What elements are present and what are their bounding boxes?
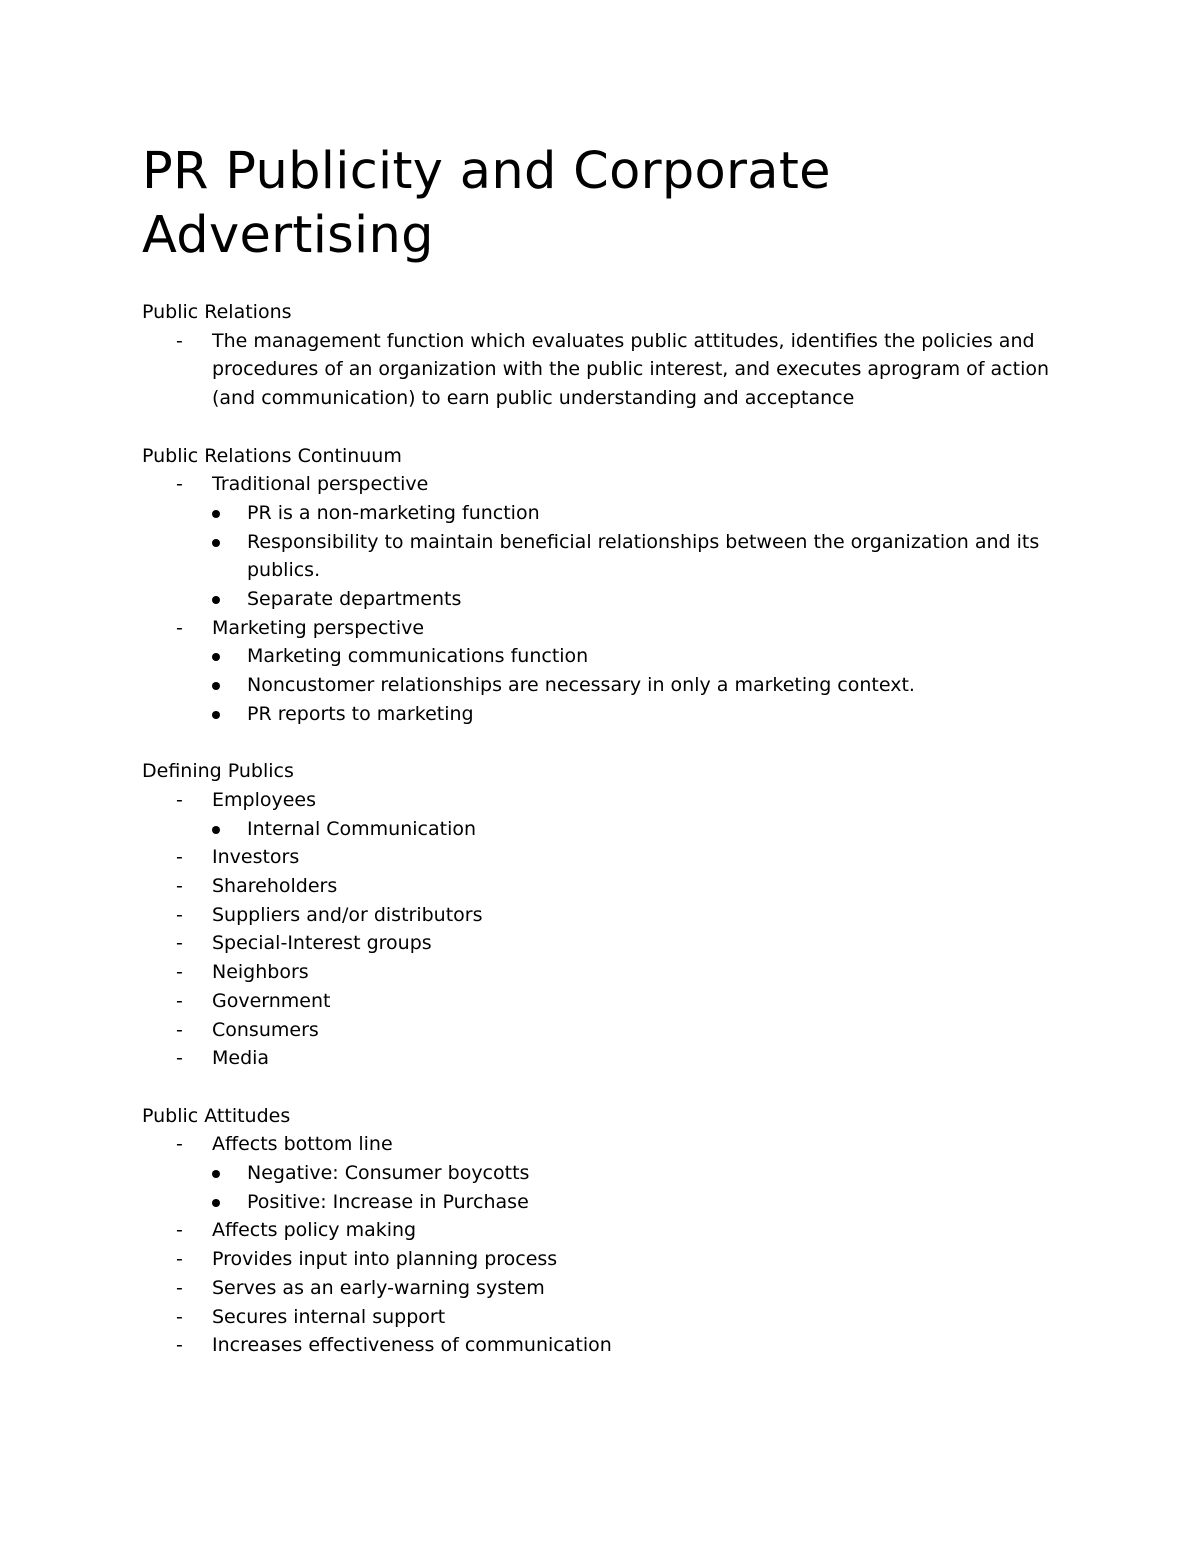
list-item-text: Affects policy making bbox=[212, 1219, 417, 1242]
bullet-list bbox=[212, 1159, 1072, 1216]
list-item-text: Suppliers and/or distributors bbox=[212, 903, 483, 926]
bullet-item bbox=[212, 671, 1072, 700]
list-item bbox=[142, 958, 1072, 987]
bullet-marker bbox=[212, 711, 220, 719]
bullet-marker bbox=[212, 539, 220, 547]
bullet-item bbox=[212, 499, 1072, 528]
bullet-item-text: PR is a non-marketing function bbox=[247, 501, 540, 524]
list-item bbox=[142, 901, 1072, 930]
list-item bbox=[142, 929, 1072, 958]
dash-marker: - bbox=[176, 961, 183, 984]
list-item bbox=[142, 1216, 1072, 1245]
list-item bbox=[142, 1303, 1072, 1332]
dash-marker: - bbox=[176, 846, 183, 869]
section-defining-publics bbox=[142, 757, 1072, 1073]
dash-marker: - bbox=[176, 1133, 183, 1156]
dash-marker: - bbox=[176, 1219, 183, 1242]
dash-marker: - bbox=[176, 1047, 183, 1070]
bullet-item-text: Negative: Consumer boycotts bbox=[247, 1162, 530, 1185]
dash-marker: - bbox=[176, 1334, 183, 1357]
bullet-item bbox=[212, 642, 1072, 671]
bullet-item bbox=[212, 1188, 1072, 1217]
section-public-relations bbox=[142, 298, 1072, 413]
list-item bbox=[142, 1331, 1072, 1360]
bullet-item-text: Internal Communication bbox=[247, 817, 477, 840]
bullet-item bbox=[212, 1159, 1072, 1188]
bullet-marker bbox=[212, 596, 220, 604]
dash-marker: - bbox=[176, 932, 183, 955]
list-item-text: Neighbors bbox=[212, 961, 309, 984]
section-continuum bbox=[142, 442, 1072, 729]
dash-marker: - bbox=[176, 1276, 183, 1299]
bullet-marker bbox=[212, 653, 220, 661]
bullet-item-text: PR reports to marketing bbox=[247, 702, 474, 725]
list-item bbox=[142, 987, 1072, 1016]
dash-list bbox=[142, 470, 1072, 728]
list-item-text: Secures internal support bbox=[212, 1305, 446, 1328]
list-item-text: Consumers bbox=[212, 1018, 319, 1041]
bullet-marker bbox=[212, 682, 220, 690]
dash-marker: - bbox=[176, 473, 183, 496]
dash-marker: - bbox=[176, 788, 183, 811]
document-body bbox=[142, 298, 1072, 1360]
bullet-item-text: Separate departments bbox=[247, 588, 462, 611]
list-item bbox=[142, 614, 1072, 729]
list-item bbox=[142, 1016, 1072, 1045]
dash-marker: - bbox=[176, 989, 183, 1012]
list-item-text: Shareholders bbox=[212, 875, 338, 898]
list-item bbox=[142, 327, 1072, 413]
dash-marker: - bbox=[176, 616, 183, 639]
document-title: PR Publicity and Corporate Advertising bbox=[142, 142, 831, 265]
list-item-text: Employees bbox=[212, 788, 316, 811]
list-item bbox=[142, 1245, 1072, 1274]
section-heading: Public Attitudes bbox=[142, 1104, 291, 1127]
dash-marker: - bbox=[176, 1305, 183, 1328]
list-item bbox=[142, 470, 1072, 614]
list-item-text: Traditional perspective bbox=[212, 473, 429, 496]
list-item-text: Marketing perspective bbox=[212, 616, 425, 639]
bullet-item-text: Positive: Increase in Purchase bbox=[247, 1190, 529, 1213]
list-item bbox=[142, 1130, 1072, 1216]
section-heading: Public Relations bbox=[142, 301, 292, 323]
bullet-item-text: Marketing communications function bbox=[247, 645, 589, 668]
list-item-text: Special-Interest groups bbox=[212, 932, 432, 955]
section-heading: Defining Publics bbox=[142, 760, 294, 783]
list-item bbox=[142, 1044, 1072, 1073]
list-item-text: Serves as an early-warning system bbox=[212, 1276, 545, 1299]
bullet-list bbox=[212, 642, 1072, 728]
bullet-item bbox=[212, 585, 1072, 614]
list-item-text: Media bbox=[212, 1047, 270, 1070]
list-item bbox=[142, 843, 1072, 872]
bullet-item bbox=[212, 528, 1072, 585]
section-heading: Public Relations Continuum bbox=[142, 444, 402, 467]
list-item bbox=[142, 786, 1072, 843]
bullet-marker bbox=[212, 826, 220, 834]
bullet-marker bbox=[212, 510, 220, 518]
list-item-text: Increases effectiveness of communication bbox=[212, 1334, 612, 1357]
dash-list bbox=[142, 1130, 1072, 1360]
bullet-list bbox=[212, 815, 1072, 844]
bullet-item bbox=[212, 815, 1072, 844]
bullet-item-text: Noncustomer relationships are necessary in only a marketing context. bbox=[247, 674, 915, 697]
bullet-item bbox=[212, 700, 1072, 729]
list-item-text: Government bbox=[212, 989, 331, 1012]
bullet-item-text: Responsibility to maintain beneficial relationships between the organization and its publics. bbox=[247, 530, 1040, 582]
dash-marker: - bbox=[176, 1018, 183, 1041]
list-item bbox=[142, 872, 1072, 901]
dash-marker: - bbox=[176, 903, 183, 926]
section-public-attitudes bbox=[142, 1102, 1072, 1360]
list-item-text: The management function which evaluates public attitudes, identifies the policies and procedures of an organization with the public interest, and executes aprogram of action (and communication) to earn public understanding and acceptance bbox=[212, 329, 1050, 410]
list-item-text: Investors bbox=[212, 846, 300, 869]
dash-marker: - bbox=[176, 1248, 183, 1271]
list-item bbox=[142, 1274, 1072, 1303]
bullet-marker bbox=[212, 1199, 220, 1207]
list-item-text: Provides input into planning process bbox=[212, 1248, 558, 1271]
dash-list bbox=[142, 327, 1072, 413]
bullet-list bbox=[212, 499, 1072, 614]
list-item-text: Affects bottom line bbox=[212, 1133, 393, 1156]
dash-list bbox=[142, 786, 1072, 1073]
bullet-marker bbox=[212, 1170, 220, 1178]
dash-marker: - bbox=[176, 875, 183, 898]
dash-marker: - bbox=[176, 329, 183, 352]
